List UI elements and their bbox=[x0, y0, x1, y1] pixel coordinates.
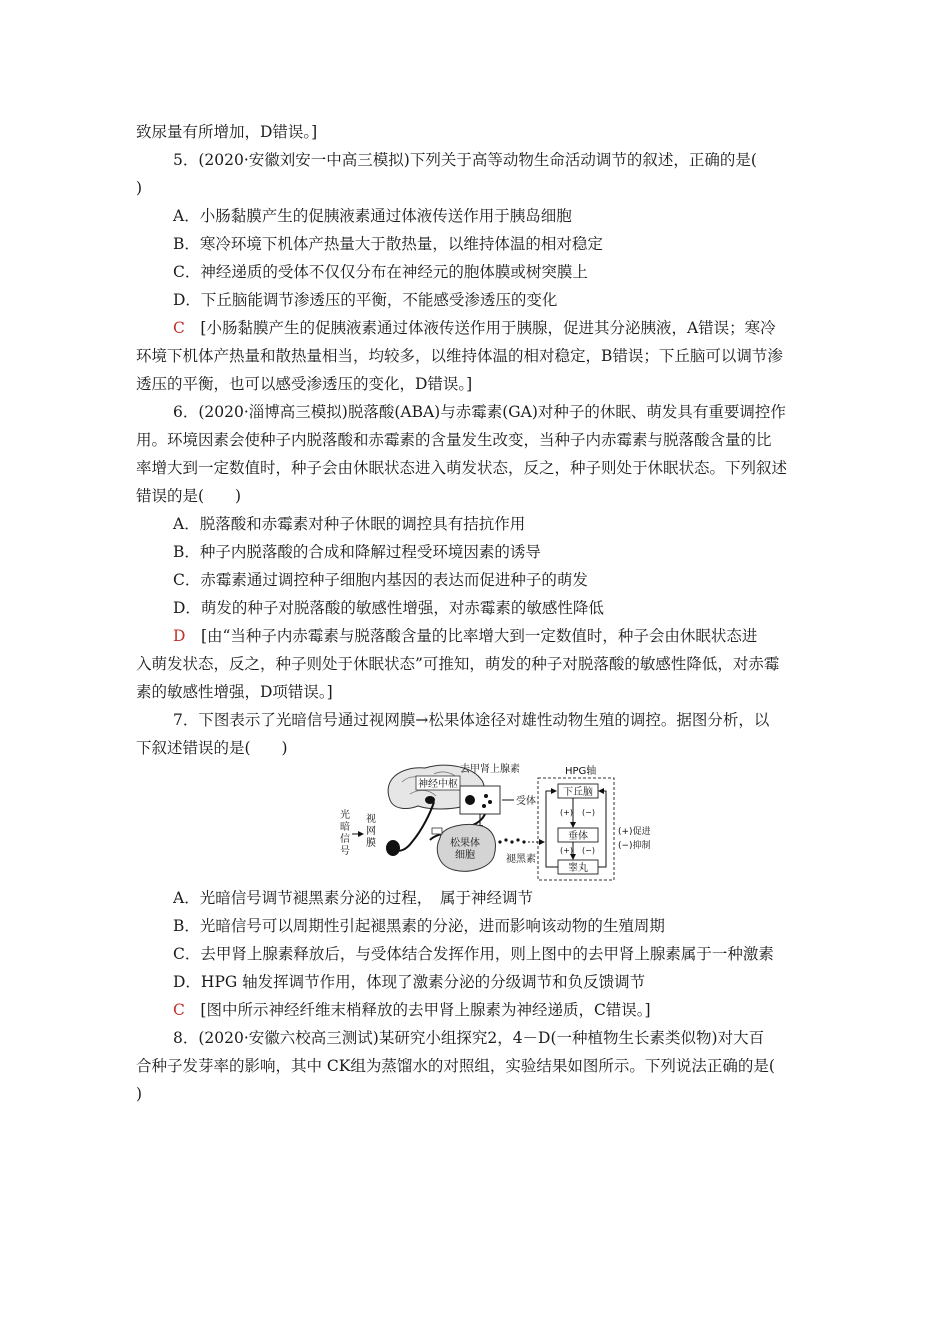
answer-letter: C bbox=[173, 319, 185, 337]
retina-label: 视 bbox=[366, 814, 376, 825]
option-a: A．脱落酸和赤霉素对种子休眠的调控具有拮抗作用 bbox=[173, 515, 526, 533]
eye-icon bbox=[386, 840, 400, 856]
option-b: B．光暗信号可以周期性引起褪黑素的分泌，进而影响该动物的生殖周期 bbox=[173, 917, 665, 935]
hypothalamus-label: 下丘脑 bbox=[563, 787, 593, 798]
promote-legend: (+)促进 bbox=[618, 827, 651, 837]
option-d: D．HPG 轴发挥调节作用，体现了激素分泌的分级调节和负反馈调节 bbox=[173, 973, 646, 991]
retina-label: 网 bbox=[366, 826, 376, 837]
text-line: 合种子发芽率的影响，其中 CK组为蒸馏水的对照组，实验结果如图所示。下列说法正确的是( bbox=[136, 1057, 775, 1075]
text-line: ) bbox=[136, 179, 143, 197]
pituitary-label: 垂体 bbox=[568, 831, 588, 842]
nerve-center-label: 神经中枢 bbox=[418, 779, 458, 790]
pineal-cell-label: 细胞 bbox=[455, 850, 475, 861]
option-c: C．神经递质的受体不仅仅分布在神经元的胞体膜或树突膜上 bbox=[173, 263, 588, 281]
option-c: C．去甲肾上腺素释放后，与受体结合发挥作用，则上图中的去甲肾上腺素属于一种激素 bbox=[173, 945, 774, 963]
text-line: 透压的平衡，也可以感受渗透压的变化，D错误。] bbox=[136, 375, 473, 393]
answer-explanation: D [由“当种子内赤霉素与脱落酸含量的比率增大到一定数值时，种子会由休眠状态进 bbox=[173, 627, 758, 645]
promote-sign: (+) bbox=[560, 808, 573, 817]
light-signal-label: 光 bbox=[340, 810, 350, 821]
pineal-hpg-diagram bbox=[330, 760, 660, 882]
hpg-axis-label: HPG轴 bbox=[565, 766, 597, 777]
answer-letter: D bbox=[173, 627, 186, 645]
answer-explanation: C [图中所示神经纤维末梢释放的去甲肾上腺素为神经递质，C错误。] bbox=[173, 1001, 651, 1019]
question-6-stem: 6．(2020·淄博高三模拟)脱落酸(ABA)与赤霉素(GA)对种子的休眠、萌发具有重要调控作 bbox=[173, 403, 786, 421]
inhibit-sign: (−) bbox=[582, 846, 595, 855]
option-d: D．萌发的种子对脱落酸的敏感性增强，对赤霉素的敏感性降低 bbox=[173, 599, 604, 617]
text-line: 入萌发状态，反之，种子则处于休眠状态”可推知，萌发的种子对脱落酸的敏感性降低，对赤霉 bbox=[136, 655, 780, 673]
text-line: 环境下机体产热量和散热量相当，均较多，以维持体温的相对稳定，B错误；下丘脑可以调节渗 bbox=[136, 347, 783, 365]
text-line: ) bbox=[136, 1085, 143, 1103]
melatonin-label: 褪黑素 bbox=[506, 854, 536, 865]
answer-letter: C bbox=[173, 1001, 185, 1019]
inhibit-legend: (−)抑制 bbox=[618, 841, 651, 851]
option-a: A．小肠黏膜产生的促胰液素通过体液传送作用于胰岛细胞 bbox=[173, 207, 572, 225]
option-b: B．寒冷环境下机体产热量大于散热量，以维持体温的相对稳定 bbox=[173, 235, 603, 253]
light-signal-label: 号 bbox=[340, 846, 350, 857]
retina-label: 膜 bbox=[366, 838, 376, 849]
option-d: D．下丘脑能调节渗透压的平衡，不能感受渗透压的变化 bbox=[173, 291, 558, 309]
question-7-stem: 7．下图表示了光暗信号通过视网膜→松果体途径对雄性动物生殖的调控。据图分析，以 bbox=[173, 711, 770, 729]
text-line: 下叙述错误的是( ) bbox=[136, 739, 288, 757]
light-signal-label: 信 bbox=[340, 834, 350, 845]
inhibit-sign: (−) bbox=[582, 808, 595, 817]
diagram-svg bbox=[330, 760, 660, 882]
question-5-stem: 5．(2020·安徽刘安一中高三模拟)下列关于高等动物生命活动调节的叙述，正确的是( bbox=[173, 151, 757, 169]
text-line: 素的敏感性增强，D项错误。] bbox=[136, 683, 333, 701]
option-b: B．种子内脱落酸的合成和降解过程受环境因素的诱导 bbox=[173, 543, 541, 561]
text-line: 错误的是( ) bbox=[136, 487, 242, 505]
norepinephrine-label: 去甲肾上腺素 bbox=[460, 764, 520, 775]
text-line: 率增大到一定数值时，种子会由休眠状态进入萌发状态，反之，种子则处于休眠状态。下列叙述 bbox=[136, 459, 788, 477]
answer-explanation: C [小肠黏膜产生的促胰液素通过体液传送作用于胰腺，促进其分泌胰液，A错误；寒冷 bbox=[173, 319, 776, 337]
receptor-label: 受体 bbox=[516, 796, 536, 807]
text-line: 用。环境因素会使种子内脱落酸和赤霉素的含量发生改变，当种子内赤霉素与脱落酸含量的比 bbox=[136, 431, 772, 449]
option-a: A．光暗信号调节褪黑素分泌的过程， 属于神经调节 bbox=[173, 889, 533, 907]
text-line: 致尿量有所增加，D错误。] bbox=[136, 123, 318, 141]
question-8-stem: 8．(2020·安徽六校高三测试)某研究小组探究2，4－D(一种植物生长素类似物)对大百 bbox=[173, 1029, 765, 1047]
testis-label: 睾丸 bbox=[568, 863, 588, 874]
light-signal-label: 暗 bbox=[340, 822, 350, 833]
option-c: C．赤霉素通过调控种子细胞内基因的表达而促进种子的萌发 bbox=[173, 571, 588, 589]
pineal-cell-label: 松果体 bbox=[450, 838, 480, 849]
promote-sign: (+) bbox=[560, 846, 573, 855]
